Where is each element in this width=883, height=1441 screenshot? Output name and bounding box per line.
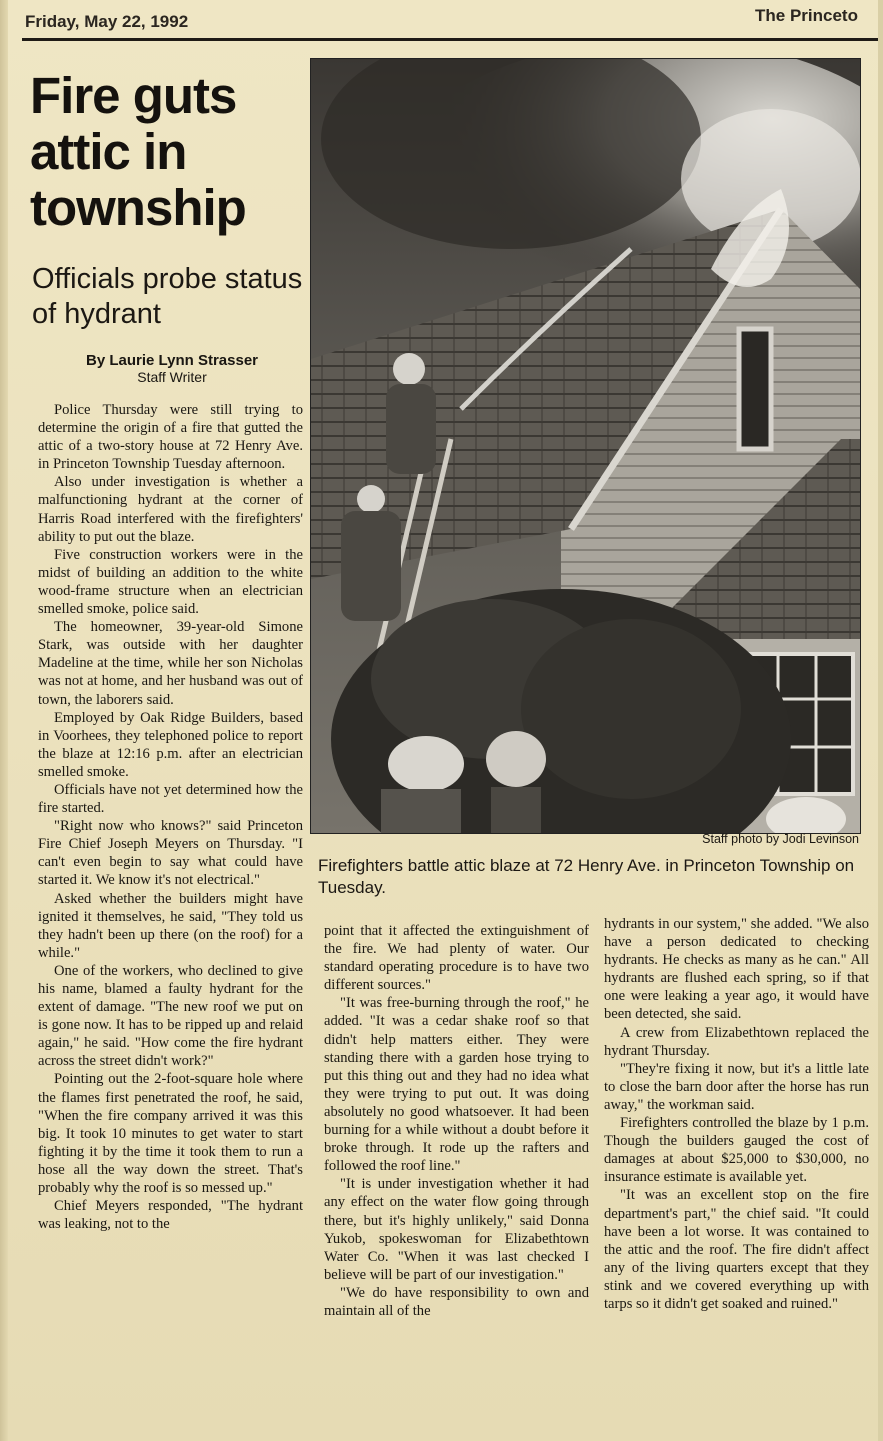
paragraph: Police Thursday were still trying to determine the origin of a fire that gutted the attic of a two-story house at 72 Henry Ave. in Princeton Township Tuesday afternoon. <box>38 402 303 473</box>
photo-caption: Firefighters battle attic blaze at 72 Henry Ave. in Princeton Township on Tuesday. <box>318 856 855 897</box>
article-column-3 <box>604 915 869 1313</box>
paragraph: "It is under investigation whether it had any effect on the water flow going through there, but it's highly unlikely," said Donna Yukob, spokeswoman for Elizabethtown Water Co. "When it was last checked I believe will be part of our investigation." <box>324 1176 589 1283</box>
subheadline: Officials probe status of hydrant <box>32 263 303 330</box>
paragraph: Asked whether the builders might have ignited it themselves, he said, "They told us they hadn't been up there (on the roof) for a while." <box>38 890 303 961</box>
paragraph: "It was free-burning through the roof," he added. "It was a cedar shake roof so that didn't help matters either. They were standing there with a garden hose trying to put this thing out and they had no idea what they were trying to put out. It was doing absolutely no good whatsoever. It had been burning for a while without a doubt before it broke through. It rode up the rafters and followed the roof line." <box>324 995 589 1175</box>
issue-date: Friday, May 22, 1992 <box>25 12 189 31</box>
header-rule <box>22 38 878 41</box>
paragraph: The homeowner, 39-year-old Simone Stark, was outside with her daughter Madeline at the time, while her son Nicholas was not at home, and her husband was out of town, the laborers said. <box>38 619 303 708</box>
paragraph: Employed by Oak Ridge Builders, based in Voorhees, they telephoned police to report the blaze at 12:16 p.m. after an electrician smelled smoke. <box>38 709 303 780</box>
fire-photo <box>310 58 861 834</box>
paragraph: A crew from Elizabethtown replaced the hydrant Thursday. <box>604 1024 869 1059</box>
paragraph: Firefighters controlled the blaze by 1 p.m. Though the builders gauged the cost of damages at about $25,000 to $30,000, no insurance estimate is available yet. <box>604 1115 869 1186</box>
byline-author: By Laurie Lynn Strasser <box>85 352 258 369</box>
paragraph: "Right now who knows?" said Princeton Fire Chief Joseph Meyers on Thursday. "I can't even begin to say what could have started it. We know it's not electrical." <box>38 818 303 889</box>
paragraph: point that it affected the extinguishment of the fire. We had plenty of water. Our standard operating procedure is to have two different sources." <box>324 923 589 994</box>
paragraph: Also under investigation is whether a malfunctioning hydrant at the corner of Harris Road interfered with the firefighters' ability to put out the blaze. <box>38 474 303 545</box>
paragraph: "It was an excellent stop on the fire department's part," the chief said. "It could have been a lot worse. It was contained to the attic and the roof. The fire didn't affect any of the living quarters except that they stink and we covered everything up with tarps so it didn't get soaked and ruined." <box>604 1187 869 1312</box>
photo-credit: Staff photo by Jodi Levinson <box>702 832 859 846</box>
paragraph: Officials have not yet determined how the fire started. <box>38 781 303 817</box>
newspaper-name: The Princeto <box>755 6 858 25</box>
byline <box>32 352 312 385</box>
paragraph: Five construction workers were in the midst of building an addition to the white wood-frame structure when an electrician smelled smoke, police said. <box>38 546 303 618</box>
paragraph: "They're fixing it now, but it's a little late to close the barn door after the horse has run away," the workman said. <box>604 1060 869 1113</box>
paragraph: One of the workers, who declined to give his name, blamed a faulty hydrant for the extent of damage. "The new roof we put on is gone now. It has to be ripped up and relaid again," he said. "How come the fire hydrant across the street didn't work?" <box>38 962 303 1070</box>
article-column-2 <box>324 922 589 1320</box>
paragraph: hydrants in our system," she added. "We also have a person dedicated to checking hydrants. He checks as many as he can." All hydrants are flushed each spring, so if that one were leaking a year ago, it would have been detected, she said. <box>604 916 869 1023</box>
headline: Fire guts attic in township <box>30 67 246 236</box>
paragraph: "We do have responsibility to own and maintain all of the <box>324 1284 589 1319</box>
article-column-1 <box>38 401 303 1233</box>
paragraph: Chief Meyers responded, "The hydrant was leaking, not to the <box>38 1198 303 1233</box>
paper-edge <box>0 0 8 1441</box>
paragraph: Pointing out the 2-foot-square hole where the flames first penetrated the roof, he said, "When the fire company arrived it was this big. It took 10 minutes to get water to start fighting it by the time it took them to run a hose all the way down the street. That's probably why the roof is so messed up." <box>38 1071 303 1197</box>
byline-role: Staff Writer <box>137 369 207 385</box>
